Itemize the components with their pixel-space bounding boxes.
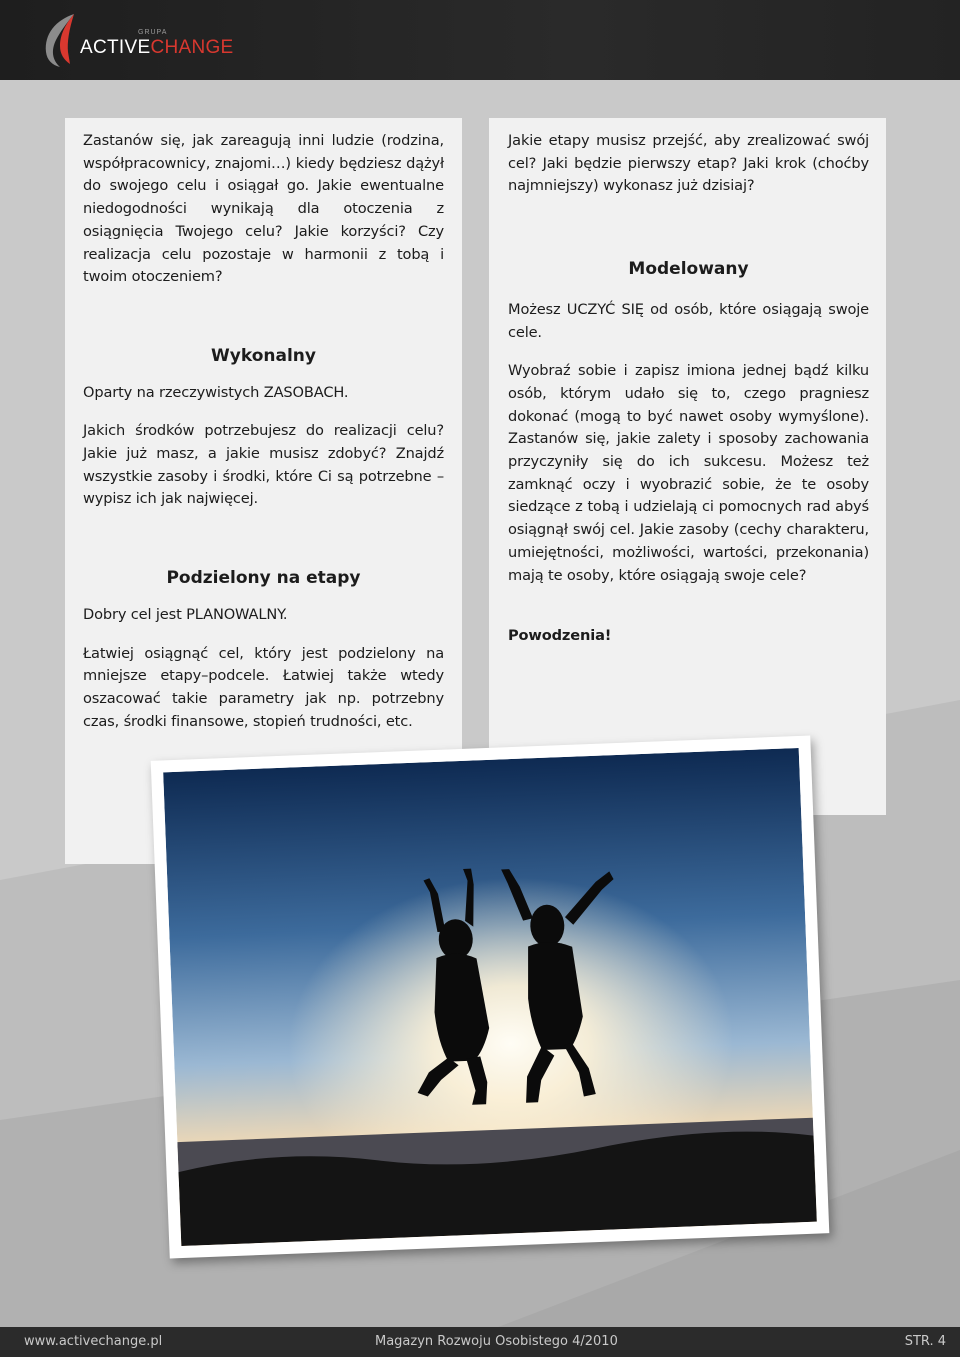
logo-grupa-label: GRUPA	[138, 29, 168, 36]
left-intro-paragraph: Zastanów się, jak zareagują inni ludzie (rodzina, współpracownicy, znajomi…) kiedy będziesz dążył do swojego celu i osiągał go. Jakie ewentualne niedogodności wynikają dla otoczenia z osiągnięcia Twojego celu? Jakie korzyści? Czy realizacja celu pozostaje w harmonii z tobą i twoim otoczeniem?	[83, 132, 444, 286]
logo-wordmark	[80, 37, 234, 59]
heading-podzielony-na-etapy: Podzielony na etapy	[166, 568, 361, 589]
page-footer	[0, 1327, 960, 1357]
footer-magazine-title: Magazyn Rozwoju Osobistego 4/2010	[375, 1334, 618, 1349]
right-intro-paragraph: Jakie etapy musisz przejść, aby zrealizować swój cel? Jaki będzie pierwszy etap? Jaki krok (choćby najmniejszy) wykonasz już dzisiaj?	[508, 132, 869, 195]
footer-website-link[interactable]: www.activechange.pl	[24, 1334, 163, 1349]
podzielony-paragraph: Łatwiej osiągnąć cel, który jest podzielony na mniejsze etapy–podcele. Łatwiej także wtedy oszacować takie parametry jak np. potrzebny czas, środki finansowe, stopień trudności, etc.	[83, 644, 444, 730]
footer-page-number: STR. 4	[904, 1334, 946, 1349]
podzielony-lead: Dobry cel jest PLANOWALNY.	[83, 605, 288, 623]
logo-word-active: ACTIVE	[80, 37, 151, 58]
closing-text: Powodzenia!	[508, 627, 612, 645]
modelowany-paragraph: Wyobraź sobie i zapisz imiona jednej bądź kilku osób, którym udało się to, czego pragniesz dokonać (mogą to być nawet osoby wymyślone). Zastanów się, jakie zalety i sposoby zachowania przyczyniły się do ich sukcesu. Możesz też zamknąć oczy i wyobrazić sobie, że te osoby siedzące z tobą i udzielają ci pomocnych rad abyś osiągnął swój cel. Jakie zasoby (cechy charakteru, umiejętności, możliwości, wartości, przekonania) mają te osoby, które osiągają swoje cele?	[508, 362, 869, 584]
jumping-silhouettes-photo	[163, 748, 817, 1246]
heading-modelowany: Modelowany	[628, 259, 749, 280]
photo-frame	[151, 736, 830, 1259]
active-change-logo[interactable]	[38, 12, 238, 70]
modelowany-lead: Możesz UCZYĆ SIĘ od osób, które osiągają swoje cele.	[508, 300, 869, 341]
wykonalny-paragraph: Jakich środków potrzebujesz do realizacji celu? Jakie już masz, a jakie musisz zdobyć? Znajdź wszystkie zasoby i środki, które Ci są potrzebne – wypisz ich jak najwięcej.	[83, 422, 444, 508]
left-column	[83, 130, 444, 733]
page-header	[0, 0, 960, 80]
wykonalny-lead: Oparty na rzeczywistych ZASOBACH.	[83, 383, 349, 401]
right-column	[508, 130, 869, 648]
logo-word-change: CHANGE	[150, 37, 234, 58]
logo-swoosh-icon	[38, 12, 82, 68]
heading-wykonalny: Wykonalny	[211, 345, 316, 366]
